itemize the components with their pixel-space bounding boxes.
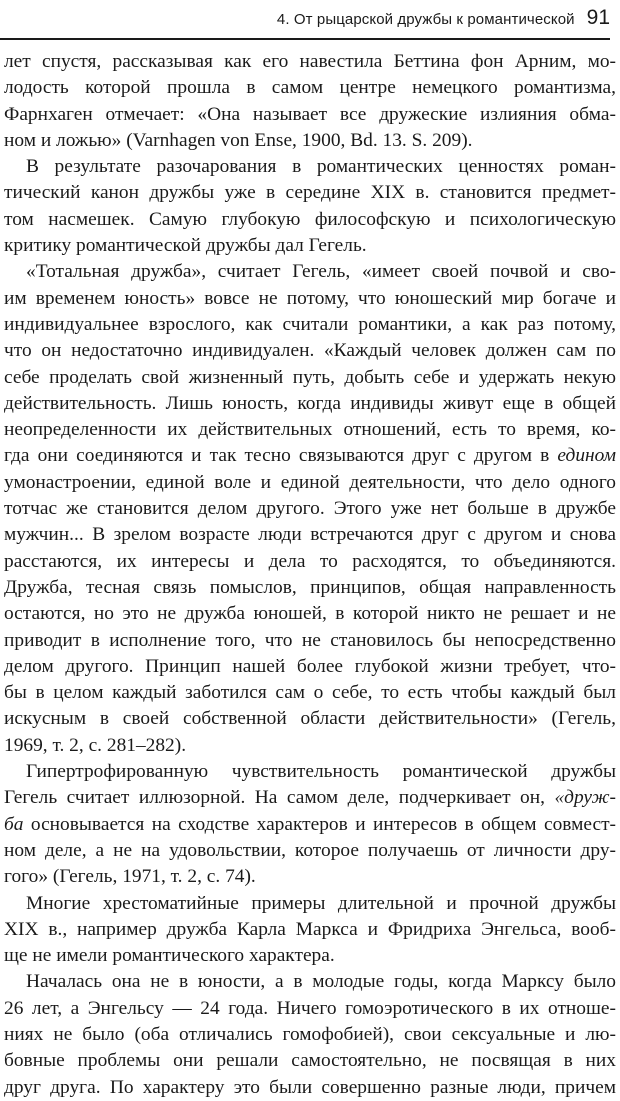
text-line: ном и ложью» (Varnhagen von Ense, 1900, Bd. 13. S. 209). — [4, 129, 473, 151]
text-line: остаются, но это не дружба юношей, в которой никто не решает и не — [4, 603, 616, 625]
paragraph-hegel-quote — [4, 259, 616, 759]
text-line: им временем юность» вовсе не потому, что юношеский мир богаче и — [4, 287, 616, 309]
text-line: приводит в исполнение того, что не становилось бы непосредственно — [4, 629, 616, 651]
text-line — [4, 785, 616, 811]
text-fragment: Гегель считает иллюзорной. На самом деле, подчеркивает он, — [4, 787, 555, 809]
text-line: тический канон дружбы уже в середине XIX в. становится предмет- — [4, 182, 616, 204]
text-line: умонастроении, единой воле и единой деятельности, что дело одного — [4, 471, 616, 493]
paragraph-hypertrophied — [4, 759, 616, 890]
body-text — [4, 49, 616, 1101]
text-line: XIX в., например дружба Карла Маркса и Фридриха Энгельса, вооб- — [4, 918, 616, 940]
text-line: «Тотальная дружба», считает Гегель, «имеет своей почвой и сво- — [26, 261, 616, 283]
text-line: 26 лет, а Энгельсу — 24 года. Ничего гомоэротического в их отноше- — [4, 997, 616, 1019]
paragraph-varnhagen — [4, 49, 616, 154]
running-head — [0, 6, 610, 32]
emphasis-druzhba-part1: «друж- — [554, 787, 616, 809]
text-line: искусным в своей собственной области действительности» (Гегель, — [4, 708, 616, 730]
text-line: лет спустя, рассказывая как его навестила Беттина фон Арним, мо- — [4, 51, 616, 72]
text-line: неопределенности их действительных отношений, есть то время, ко- — [4, 419, 616, 441]
text-line: себе проделать свой жизненный путь, добыть себе и удержать некую — [4, 366, 616, 388]
text-line: мужчин... В зрелом возрасте люди встречаются друг с другом и снова — [4, 524, 616, 546]
paragraph-disillusionment — [4, 154, 616, 259]
emphasis-druzhba-part2: ба — [4, 813, 24, 835]
text-line: Многие хрестоматийные примеры длительной и прочной дружбы — [26, 892, 616, 914]
text-line: том насмешек. Самую глубокую философскую и психологическую — [4, 208, 616, 230]
text-line: бовные проблемы они решали самостоятельно, не посвящая в них — [4, 1050, 616, 1072]
header-rule — [0, 38, 610, 40]
text-line: гого» (Гегель, 1971, т. 2, с. 74). — [4, 866, 256, 888]
chapter-running-title: 4. От рыцарской дружбы к романтической — [276, 11, 575, 28]
text-line: ще не имели романтического характера. — [4, 945, 335, 967]
paragraph-marx-engels — [4, 969, 616, 1100]
text-line — [4, 443, 616, 469]
text-line: действительность. Лишь юность, когда индивиды живут еще в общей — [4, 392, 616, 414]
text-line: друг друга. По характеру это были совершенно разные люди, причем — [4, 1076, 616, 1098]
text-line: Дружба, тесная связь помыслов, принципов, общая направленность — [4, 576, 616, 598]
text-line: расстаются, их интересы и дела то расходятся, то объединяются. — [4, 550, 616, 572]
text-line: Началась она не в юности, а в молодые годы, когда Марксу было — [26, 971, 616, 993]
text-line: ниях не было (оба отличались гомофобией), свои сексуальные и лю- — [4, 1023, 616, 1045]
text-line: бы в целом каждый заботился сам о себе, то есть чтобы каждый был — [4, 682, 616, 704]
emphasis-edinom: едином — [557, 445, 616, 467]
text-fragment: гда они соединяются и так тесно связываются друг с другом в — [4, 445, 558, 467]
page-number: 91 — [586, 6, 610, 29]
text-line: что он недостаточно индивидуален. «Каждый человек должен сам по — [4, 340, 616, 362]
text-line: 1969, т. 2, с. 281–282). — [4, 734, 187, 756]
text-line: делом другого. Принцип нашей более глубокой жизни требует, что- — [4, 655, 616, 677]
text-line: индивидуальнее взрослого, как считали романтики, а как раз потому, — [4, 313, 616, 335]
text-line: ном деле, а не на удовольствии, которое получаешь от личности дру- — [4, 839, 616, 861]
text-line: тотчас же становится делом другого. Этого уже нет больше в дружбе — [4, 498, 616, 520]
text-line: лодость которой прошла в самом центре немецкого романтизма, — [4, 77, 616, 99]
text-line: В результате разочарования в романтических ценностях роман- — [26, 156, 616, 178]
text-fragment: основывается на сходстве характеров и интересов в общем совмест- — [23, 813, 616, 835]
text-line: критику романтической дружбы дал Гегель. — [4, 235, 367, 257]
paragraph-examples — [4, 891, 616, 970]
text-line: Фарнхаген отмечает: «Она называет все дружеские излияния обма- — [4, 103, 616, 125]
text-line: Гипертрофированную чувствительность романтической дружбы — [26, 761, 616, 783]
text-line — [4, 812, 616, 838]
